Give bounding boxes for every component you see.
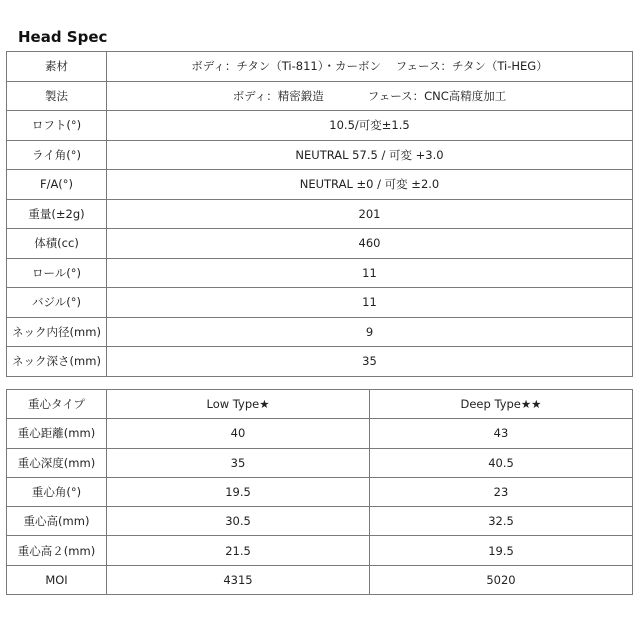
table-row [7,317,633,347]
deep-type-value: 32.5 [370,507,633,536]
method-face-value: フェース：CNC高精度加工 [367,88,507,103]
table-row [7,288,633,318]
table-row [7,347,633,377]
table-row [7,229,633,259]
table-row [7,81,633,111]
material-face-value: フェース：チタン（Ti-HEG） [395,59,548,74]
table-row [7,258,633,288]
low-type-value: 30.5 [107,507,370,536]
table-row [7,536,633,565]
row-value: 35 [107,347,633,377]
row-value: 201 [107,199,633,229]
deep-type-value: 40.5 [370,448,633,477]
row-label: ライ角(°) [7,140,107,170]
deep-type-value: 43 [370,419,633,448]
row-label: ロール(°) [7,258,107,288]
low-type-value: 19.5 [107,477,370,506]
deep-type-value: 5020 [370,565,633,594]
table-row [7,477,633,506]
row-value: 10.5/可変±1.5 [107,111,633,141]
row-value: 11 [107,288,633,318]
row-label: 重心高(mm) [7,507,107,536]
row-value: NEUTRAL ±0 / 可変 ±2.0 [107,170,633,200]
header-low-type: Low Type★ [107,390,370,419]
low-type-value: 40 [107,419,370,448]
row-label: 重量(±2g) [7,199,107,229]
low-type-value: 4315 [107,565,370,594]
row-value [107,81,633,111]
row-label: 製法 [7,81,107,111]
head-spec-table [6,51,633,377]
row-value: 460 [107,229,633,259]
table-row [7,448,633,477]
table-row [7,111,633,141]
center-of-gravity-table [6,389,633,595]
deep-type-value: 19.5 [370,536,633,565]
row-label: F/A(°) [7,170,107,200]
table-row [7,199,633,229]
material-body-value: ボディ：チタン（Ti-811）・カーボン [191,59,381,74]
row-value [107,52,633,82]
row-label: 重心高２(mm) [7,536,107,565]
row-label: 重心深度(mm) [7,448,107,477]
deep-type-value: 23 [370,477,633,506]
row-label: 重心距離(mm) [7,419,107,448]
header-label: 重心タイプ [7,390,107,419]
table-row [7,140,633,170]
table-row [7,52,633,82]
row-value: NEUTRAL 57.5 / 可変 +3.0 [107,140,633,170]
row-label: バジル(°) [7,288,107,318]
low-type-value: 21.5 [107,536,370,565]
low-type-value: 35 [107,448,370,477]
table-header-row [7,390,633,419]
row-value: 11 [107,258,633,288]
row-label: ネック深さ(mm) [7,347,107,377]
row-label: 重心角(°) [7,477,107,506]
row-label: ネック内径(mm) [7,317,107,347]
table-row [7,419,633,448]
row-label: ロフト(°) [7,111,107,141]
row-value: 9 [107,317,633,347]
table-row [7,170,633,200]
table-row [7,507,633,536]
table-row [7,565,633,594]
row-label: 体積(cc) [7,229,107,259]
method-body-value: ボディ：精密鍛造 [232,88,324,103]
header-deep-type: Deep Type★★ [370,390,633,419]
page-title: Head Spec [18,28,108,46]
row-label: 素材 [7,52,107,82]
row-label: MOI [7,565,107,594]
